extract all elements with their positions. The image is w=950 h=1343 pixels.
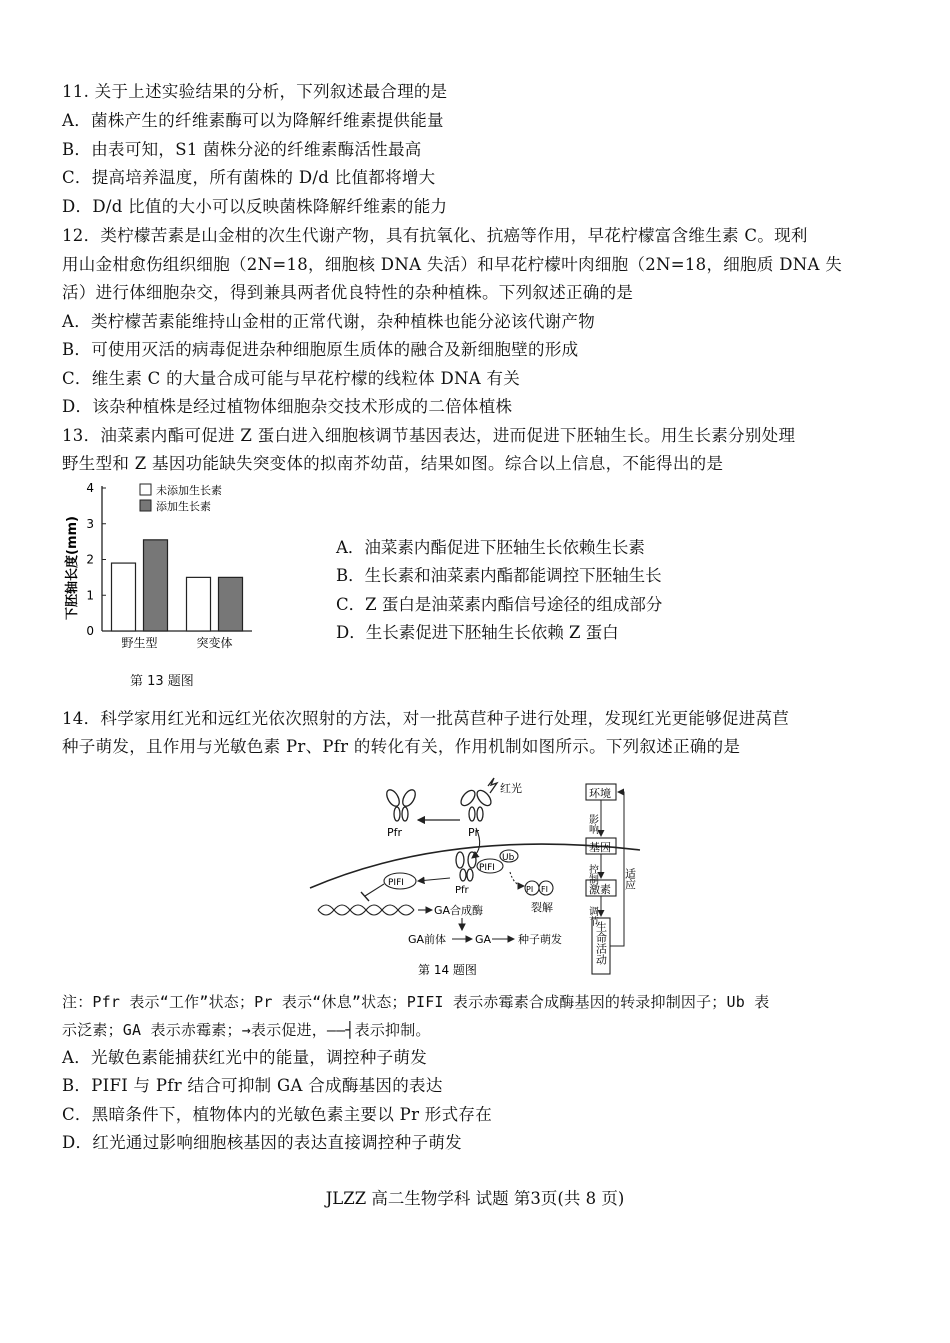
- q14-option-b: B．PIFI 与 Pfr 结合可抑制 GA 合成酶基因的表达: [62, 1076, 443, 1095]
- chart-ylabel: 下胚轴长度(mm): [65, 516, 80, 620]
- q14-stem-line2: 种子萌发，且作用与光敏色素 Pr、Pfr 的转化有关，作用机制如图所示。下列叙述正确的是: [62, 737, 741, 756]
- gene-label: 基因: [589, 841, 611, 854]
- pifi-split-2-label: FI: [541, 885, 548, 894]
- q14-note-line1: 注：Pfr 表示“工作”状态；Pr 表示“休息”状态；PIFI 表示赤霉素合成酶基因的转录抑制因子；Ub 表: [62, 993, 770, 1011]
- hormone-label: 激素: [589, 883, 611, 896]
- regulate-label: 调节: [586, 906, 598, 926]
- q14-note-line2: 示泛素；GA 表示赤霉素；→表示促进，——┤表示抑制。: [62, 1021, 431, 1039]
- q12-stem-line2: 用山金柑愈伤组织细胞（2N=18，细胞核 DNA 失活）和早花柠檬叶肉细胞（2N=18，细胞质 DNA 失: [62, 255, 843, 274]
- legend-label: 添加生长素: [156, 500, 211, 513]
- q13-caption: 第 13 题图: [130, 674, 194, 689]
- degrade-label: 裂解: [531, 901, 553, 914]
- q12-option-a: A．类柠檬苦素能维持山金柑的正常代谢，杂种植株也能分泌该代谢产物: [62, 312, 596, 331]
- q12-option-c: C．维生素 C 的大量合成可能与早花柠檬的线粒体 DNA 有关: [62, 369, 521, 388]
- page-footer: JLZZ 高二生物学科 试题 第3页(共 8 页): [325, 1189, 625, 1208]
- q14-option-a: A．光敏色素能捕获红光中的能量，调控种子萌发: [62, 1048, 428, 1067]
- q11-option-b: B．由表可知，S1 菌株分泌的纤维素酶活性最高: [62, 140, 422, 159]
- q12-option-d: D．该杂种植株是经过植物体细胞杂交技术形成的二倍体植株: [62, 397, 513, 416]
- legend-label: 未添加生长素: [156, 484, 222, 497]
- chart-legend: [140, 483, 222, 513]
- pfr-inside-icon: [456, 852, 476, 881]
- ga-enzyme-label: GA合成酶: [434, 904, 484, 917]
- pfr-label: Pfr: [387, 826, 403, 839]
- x-tick-label: 突变体: [196, 636, 233, 650]
- pr-outside-icon: [458, 788, 493, 821]
- y-tick-label: 1: [86, 588, 94, 603]
- legend-swatch: [140, 500, 151, 511]
- q14-option-d: D．红光通过影响细胞核基因的表达直接调控种子萌发: [62, 1133, 462, 1152]
- env-label: 环境: [589, 787, 611, 800]
- q12-option-b: B．可使用灭活的病毒促进杂种细胞原生质体的融合及新细胞壁的形成: [62, 340, 579, 359]
- q14-caption: 第 14 题图: [418, 963, 477, 977]
- pfr-outside-icon: [384, 788, 418, 821]
- q11-stem: 11. 关于上述实验结果的分析，下列叙述最合理的是: [62, 82, 448, 101]
- q13-stem-line2: 野生型和 Z 基因功能缺失突变体的拟南芥幼苗，结果如图。综合以上信息，不能得出的是: [62, 454, 724, 473]
- q11-option-d: D．D/d 比值的大小可以反映菌株降解纤维素的能力: [62, 197, 448, 216]
- pr-label: Pr: [468, 826, 479, 839]
- bar: [112, 563, 136, 631]
- pifi-bound-label: PIFI: [479, 863, 495, 873]
- y-tick-label: 3: [86, 516, 94, 531]
- q14-option-c: C．黑暗条件下，植物体内的光敏色素主要以 Pr 形式存在: [62, 1105, 493, 1124]
- red-light-label: 红光: [500, 782, 522, 795]
- q11-option-c: C．提高培养温度，所有菌株的 D/d 比值都将增大: [62, 168, 436, 187]
- ub-label: Ub: [502, 853, 515, 863]
- life-label: 生命活动: [594, 921, 608, 965]
- q12-stem-line3: 活）进行体细胞杂交，得到兼具两者优良特性的杂种植株。下列叙述正确的是: [62, 283, 634, 302]
- chart-x-categories: [121, 635, 232, 650]
- chart-bars: [112, 540, 243, 631]
- ga-precursor-label: GA前体: [408, 933, 447, 946]
- bar: [144, 540, 168, 631]
- q13-option-d: D．生长素促进下胚轴生长依赖 Z 蛋白: [336, 623, 619, 642]
- q13-option-a: A．油菜素内酯促进下胚轴生长依赖生长素: [336, 538, 645, 557]
- q13-option-b: B．生长素和油菜素内酯都能调控下胚轴生长: [336, 566, 662, 585]
- control-label: 控制: [586, 864, 598, 884]
- germination-label: 种子萌发: [518, 933, 562, 946]
- bar: [219, 577, 243, 631]
- influence-label: 影响: [586, 814, 598, 834]
- q13-stem-line1: 13．油菜素内酯可促进 Z 蛋白进入细胞核调节基因表达，进而促进下胚轴生长。用生长素分别处理: [62, 426, 796, 445]
- lightning-icon: [488, 778, 497, 793]
- pfr-inside-label: Pfr: [455, 885, 469, 896]
- pifi-split-1-label: PI: [526, 885, 534, 894]
- pifi-free-label: PIFI: [388, 878, 404, 888]
- ga-label: GA: [475, 933, 492, 946]
- q14-stem-line1: 14．科学家用红光和远红光依次照射的方法，对一批莴苣种子进行处理，发现红光更能够促进莴苣: [62, 709, 790, 728]
- x-tick-label: 野生型: [121, 636, 158, 650]
- legend-swatch: [140, 484, 151, 495]
- q13-bar-chart: [60, 478, 260, 658]
- y-tick-label: 2: [86, 552, 94, 567]
- y-tick-label: 0: [86, 624, 94, 638]
- bar: [187, 577, 211, 631]
- adapt-label: 适应: [623, 868, 637, 890]
- q11-option-a: A．菌株产生的纤维素酶可以为降解纤维素提供能量: [62, 111, 444, 130]
- y-tick-label: 4: [86, 481, 94, 495]
- q13-option-c: C．Z 蛋白是油菜素内酯信号途径的组成部分: [336, 595, 663, 614]
- q14-mechanism-diagram: [300, 768, 660, 980]
- q12-stem-line1: 12．类柠檬苦素是山金柑的次生代谢产物，具有抗氧化、抗癌等作用，早花柠檬富含维生素 C。现利: [62, 226, 808, 245]
